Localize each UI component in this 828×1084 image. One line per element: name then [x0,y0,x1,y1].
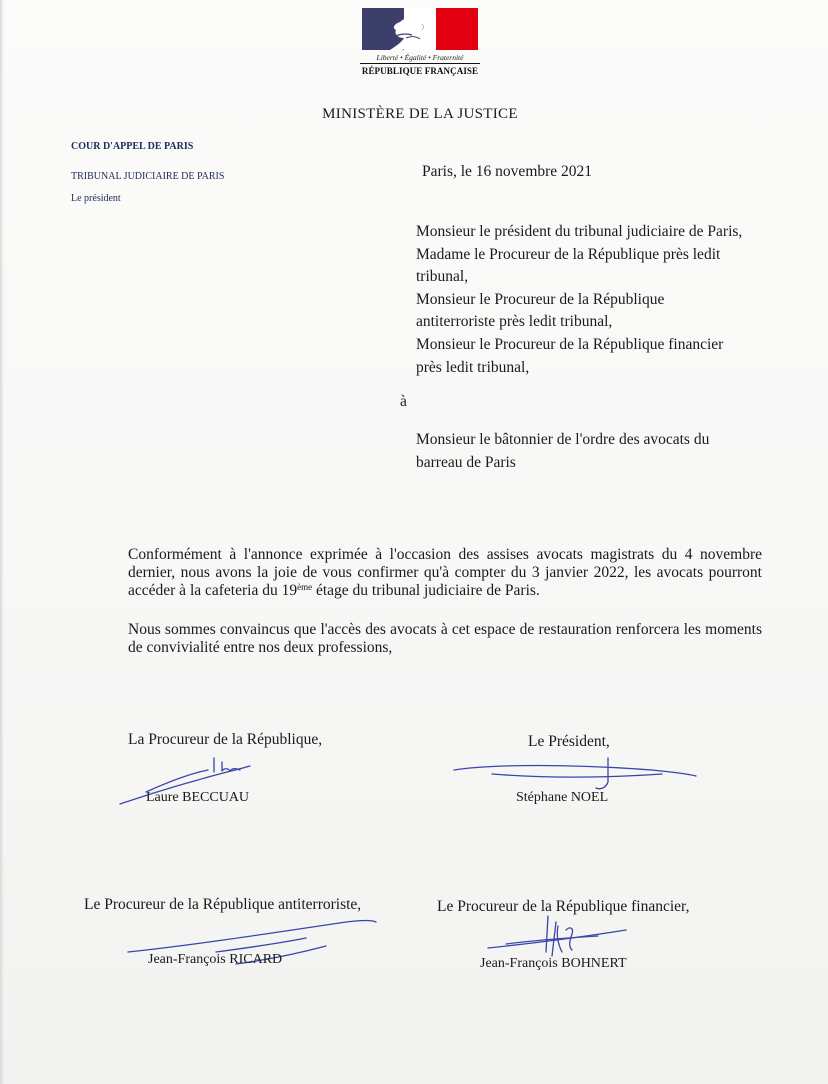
signature-1-title: La Procureur de la République, [128,731,323,748]
signature-1-name: Laure BECCUAU [146,790,250,805]
paragraph-text: Conformément à l'annonce exprimée à l'occasion des assises avocats magistrats du 4 novembre dernier, nous avons la joie de vous confirmer qu'à compter du 3 janvier 2022, les avocats pourront accéder à la cafeteria du 19 [128,546,762,600]
sender-role: Le président [71,193,121,204]
ministry-title: MINISTÈRE DE LA JUSTICE [322,106,518,122]
recipient-line: Monsieur le bâtonnier de l'ordre des avocats du [416,431,710,448]
marianne-flag-icon [362,8,478,50]
addressee-connector: à [400,393,407,410]
signature-4-title: Le Procureur de la République financier, [437,898,690,915]
addressee-line: tribunal, [416,268,469,286]
ordinal-superscript: ème [297,582,313,593]
logo-republique-francaise: RÉPUBLIQUE FRANÇAISE [360,63,480,76]
addressee-line: près ledit tribunal, [416,358,530,376]
signature-2-name: Stéphane NOEL [516,790,609,805]
republique-francaise-logo [360,8,480,84]
addressees-to [416,429,786,474]
logo-motto: Liberté • Égalité • Fraternité [376,53,464,62]
recipient-line: barreau de Paris [416,453,516,471]
paragraph-text: étage du tribunal judiciaire de Paris. [312,582,540,600]
signature-4-name: Jean-François BOHNERT [480,956,627,971]
signature-3-title: Le Procureur de la République antiterroriste, [84,896,362,913]
body-paragraph-1 [128,546,762,601]
addressee-line: Madame le Procureur de la République près ledit [416,245,721,263]
addressee-line: Monsieur le Procureur de la République financier [416,335,724,353]
sender-tribunal: TRIBUNAL JUDICIAIRE DE PARIS [71,171,225,182]
sender-court: COUR D'APPEL DE PARIS [71,141,194,152]
addressees-from [416,221,786,379]
addressee-line: Monsieur le président du tribunal judiciaire de Paris, [416,223,743,240]
addressee-line: Monsieur le Procureur de la République [416,290,665,308]
addressee-line: antiterroriste près ledit tribunal, [416,313,613,331]
letter-date: Paris, le 16 novembre 2021 [422,163,593,180]
body-paragraph-2: Nous sommes convaincus que l'accès des avocats à cet espace de restauration renforcera les moments de convivialité entre nos deux professions, [128,621,762,657]
page-edge-shadow [0,0,4,1084]
signature-3-name: Jean-François RICARD [148,952,283,967]
signature-2-title: Le Président, [528,733,610,750]
